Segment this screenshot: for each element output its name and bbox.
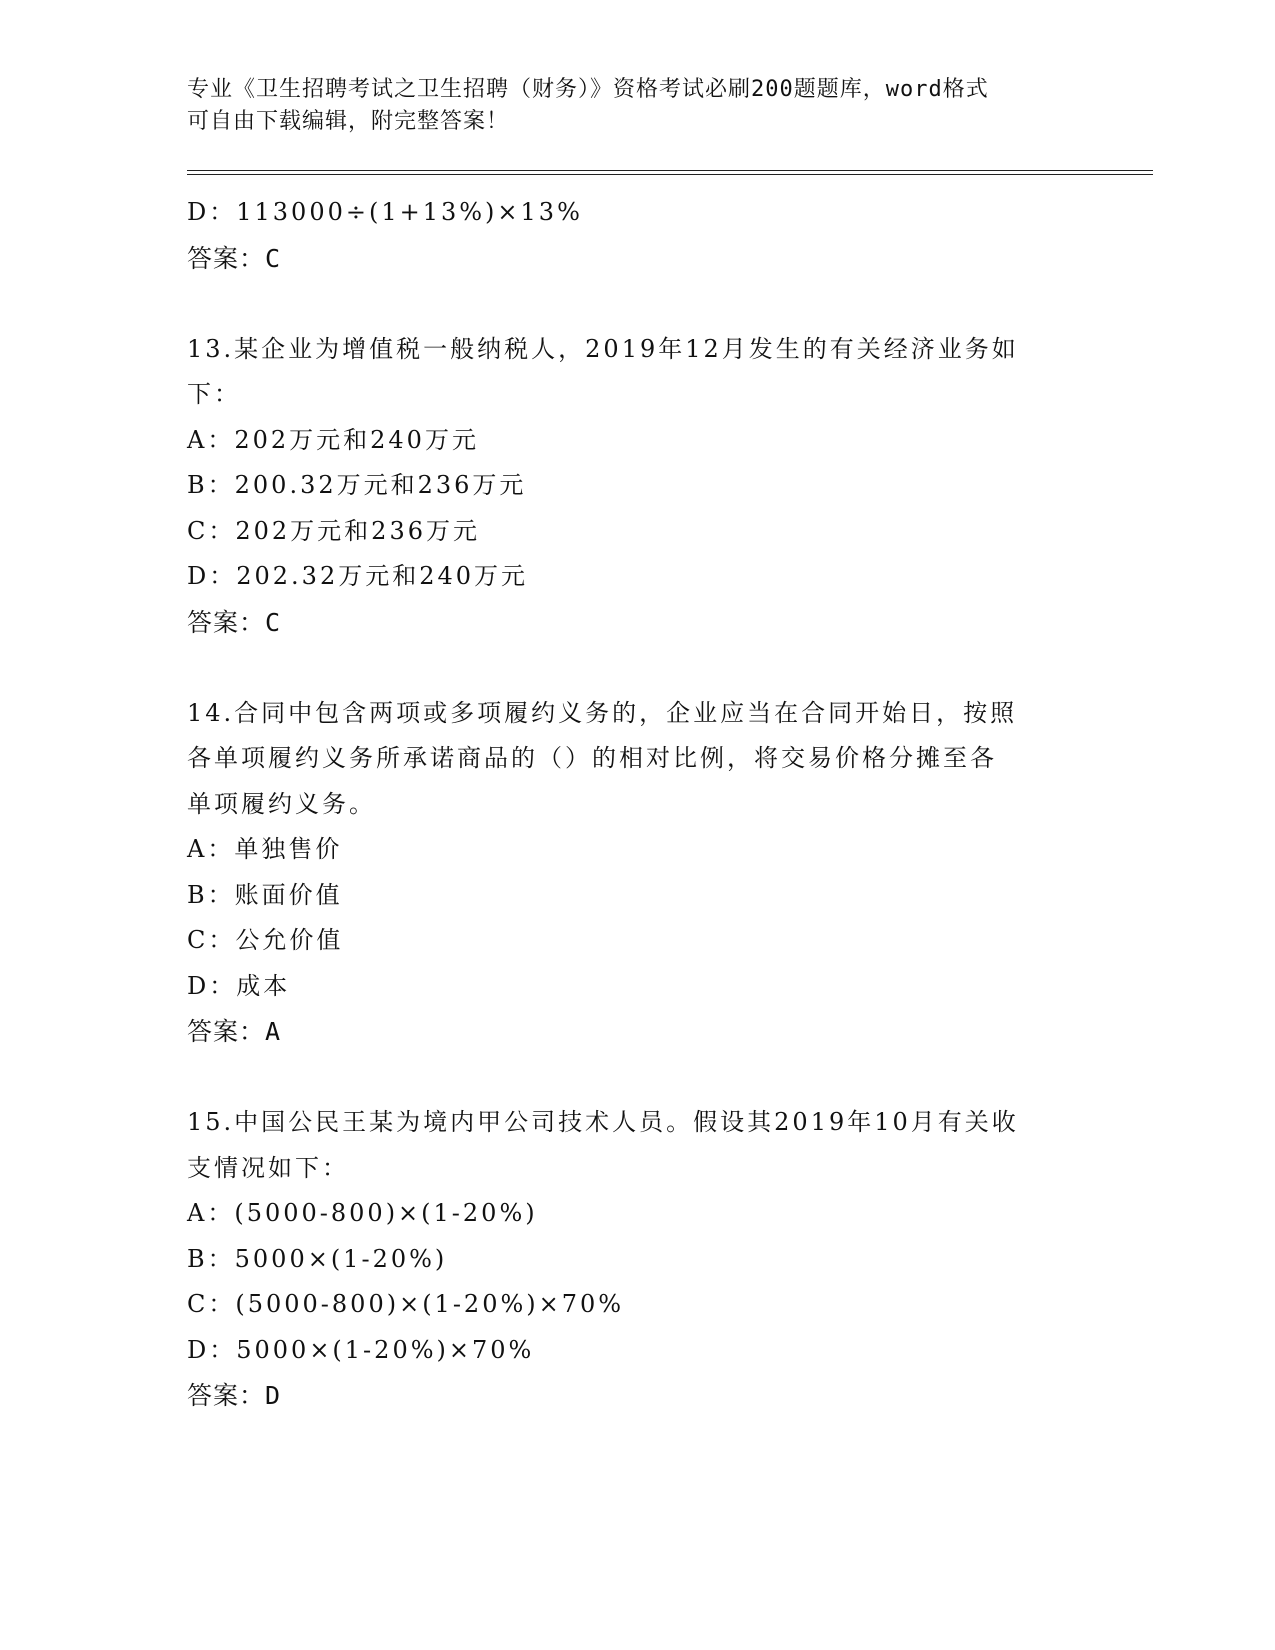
option-c: C：公允价值 — [187, 926, 344, 954]
question-stem-line: 支情况如下： — [187, 1153, 349, 1182]
option-d: D：113000÷(1+13%)×13% — [187, 198, 583, 226]
question-stem-line: 下： — [187, 380, 241, 408]
option-a: A：202万元和240万元 — [187, 425, 479, 454]
option-d: D：202.32万元和240万元 — [187, 562, 529, 590]
question-14 — [187, 691, 1087, 1055]
header-title-line-1: 专业《卫生招聘考试之卫生招聘（财务）》资格考试必刷200题题库，word格式 — [187, 77, 989, 102]
option-a: A：(5000-800)×(1-20%) — [187, 1199, 538, 1227]
document-header — [187, 74, 1087, 138]
option-c: C：(5000-800)×(1-20%)×70% — [187, 1290, 625, 1318]
option-d: D：5000×(1-20%)×70% — [187, 1335, 535, 1364]
question-stem-line: 15.中国公民王某为境内甲公司技术人员。假设其2019年10月有关收 — [187, 1108, 1019, 1136]
answer-line: 答案：C — [187, 607, 282, 637]
question-stem-line: 单项履约义务。 — [187, 789, 376, 818]
question-13 — [187, 327, 1087, 646]
question-list — [187, 190, 1087, 1419]
answer-line: 答案：D — [187, 1381, 282, 1410]
option-d: D：成本 — [187, 971, 291, 1000]
option-b: B：账面价值 — [187, 880, 343, 909]
question-stem-line: 13.某企业为增值税一般纳税人，2019年12月发生的有关经济业务如 — [187, 334, 1019, 363]
option-b: B：200.32万元和236万元 — [187, 471, 527, 499]
answer-line: 答案：C — [187, 243, 282, 273]
header-divider-top — [187, 170, 1153, 171]
question-stem-line: 各单项履约义务所承诺商品的（）的相对比例，将交易价格分摊至各 — [187, 744, 997, 772]
answer-line: 答案：A — [187, 1017, 282, 1046]
header-title-line-2: 可自由下载编辑，附完整答案！ — [187, 109, 510, 134]
option-b: B：5000×(1-20%) — [187, 1244, 448, 1273]
previous-question-tail — [187, 190, 1087, 281]
option-c: C：202万元和236万元 — [187, 516, 480, 545]
header-divider-bottom — [187, 174, 1153, 175]
question-stem-line: 14.合同中包含两项或多项履约义务的，企业应当在合同开始日，按照 — [187, 698, 1018, 727]
question-15 — [187, 1100, 1087, 1419]
option-a: A：单独售价 — [187, 835, 343, 863]
